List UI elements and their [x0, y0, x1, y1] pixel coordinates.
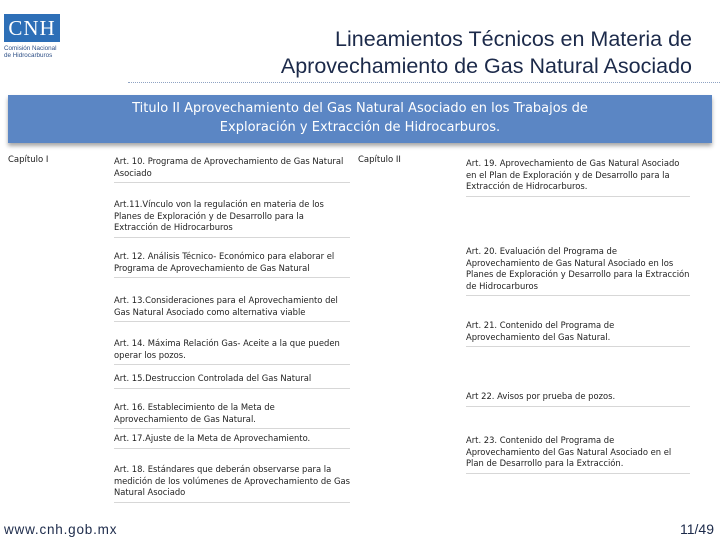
article-10: Art. 10. Programa de Aprovechamiento de Gas Natural Asociado [114, 156, 350, 183]
page-number: 11/49 [680, 521, 714, 537]
article-12: Art. 12. Análisis Técnico- Económico para elaborar el Programa de Aprovechamiento de Gas Natural [114, 251, 350, 278]
article-14: Art. 14. Máxima Relación Gas- Aceite a la que pueden operar los pozos. [114, 338, 350, 365]
logo-mark: CNH [4, 14, 60, 42]
article-20: Art. 20. Evaluación del Programa de Aprovechamiento de Gas Natural Asociado en los Planes de Exploración y Desarrollo para la Extracción de Hidrocarburos [466, 246, 690, 296]
cnh-logo [4, 14, 62, 64]
title-line-2: Aprovechamiento de Gas Natural Asociado [280, 54, 692, 78]
chapter-2-label: Capítulo II [358, 155, 401, 165]
title-line-1: Lineamientos Técnicos en Materia de [335, 27, 692, 51]
article-21: Art. 21. Contenido del Programa de Aprovechamiento del Gas Natural. [466, 320, 690, 347]
chapter-1-label: Capítulo I [8, 155, 49, 165]
page-title [132, 26, 692, 80]
footer-url: www.cnh.gob.mx [4, 522, 118, 537]
logo-line-1: Comisión Nacional [4, 45, 57, 52]
article-18: Art. 18. Estándares que deberán observarse para la medición de los volúmenes de Aprovechamiento de Gas Natural Asociado [114, 464, 350, 503]
article-11: Art.11.Vínculo von la regulación en materia de los Planes de Exploración y de Desarrollo para la Extracción de Hidrocarburos [114, 199, 350, 238]
banner-line-1: Titulo II Aprovechamiento del Gas Natural Asociado en los Trabajos de [132, 101, 588, 116]
logo-line-2: de Hidrocarburos [4, 52, 53, 59]
title-divider [128, 82, 720, 83]
article-22: Art 22. Avisos por prueba de pozos. [466, 391, 690, 407]
article-17: Art. 17.Ajuste de la Meta de Aprovechamiento. [114, 433, 350, 449]
article-13: Art. 13.Consideraciones para el Aprovechamiento del Gas Natural Asociado como alternativa viable [114, 295, 350, 322]
article-16: Art. 16. Establecimiento de la Meta de Aprovechamiento de Gas Natural. [114, 402, 350, 429]
article-15: Art. 15.Destruccion Controlada del Gas Natural [114, 373, 350, 389]
banner-line-2: Exploración y Extracción de Hidrocarburos. [219, 120, 501, 135]
article-23: Art. 23. Contenido del Programa de Aprovechamiento del Gas Natural Asociado en el Plan de Desarrollo para la Extracción. [466, 435, 690, 474]
article-19: Art. 19. Aprovechamiento de Gas Natural Asociado en el Plan de Exploración y de Desarrollo para la Extracción de Hidrocarburos. [466, 158, 690, 197]
section-banner [8, 95, 712, 143]
